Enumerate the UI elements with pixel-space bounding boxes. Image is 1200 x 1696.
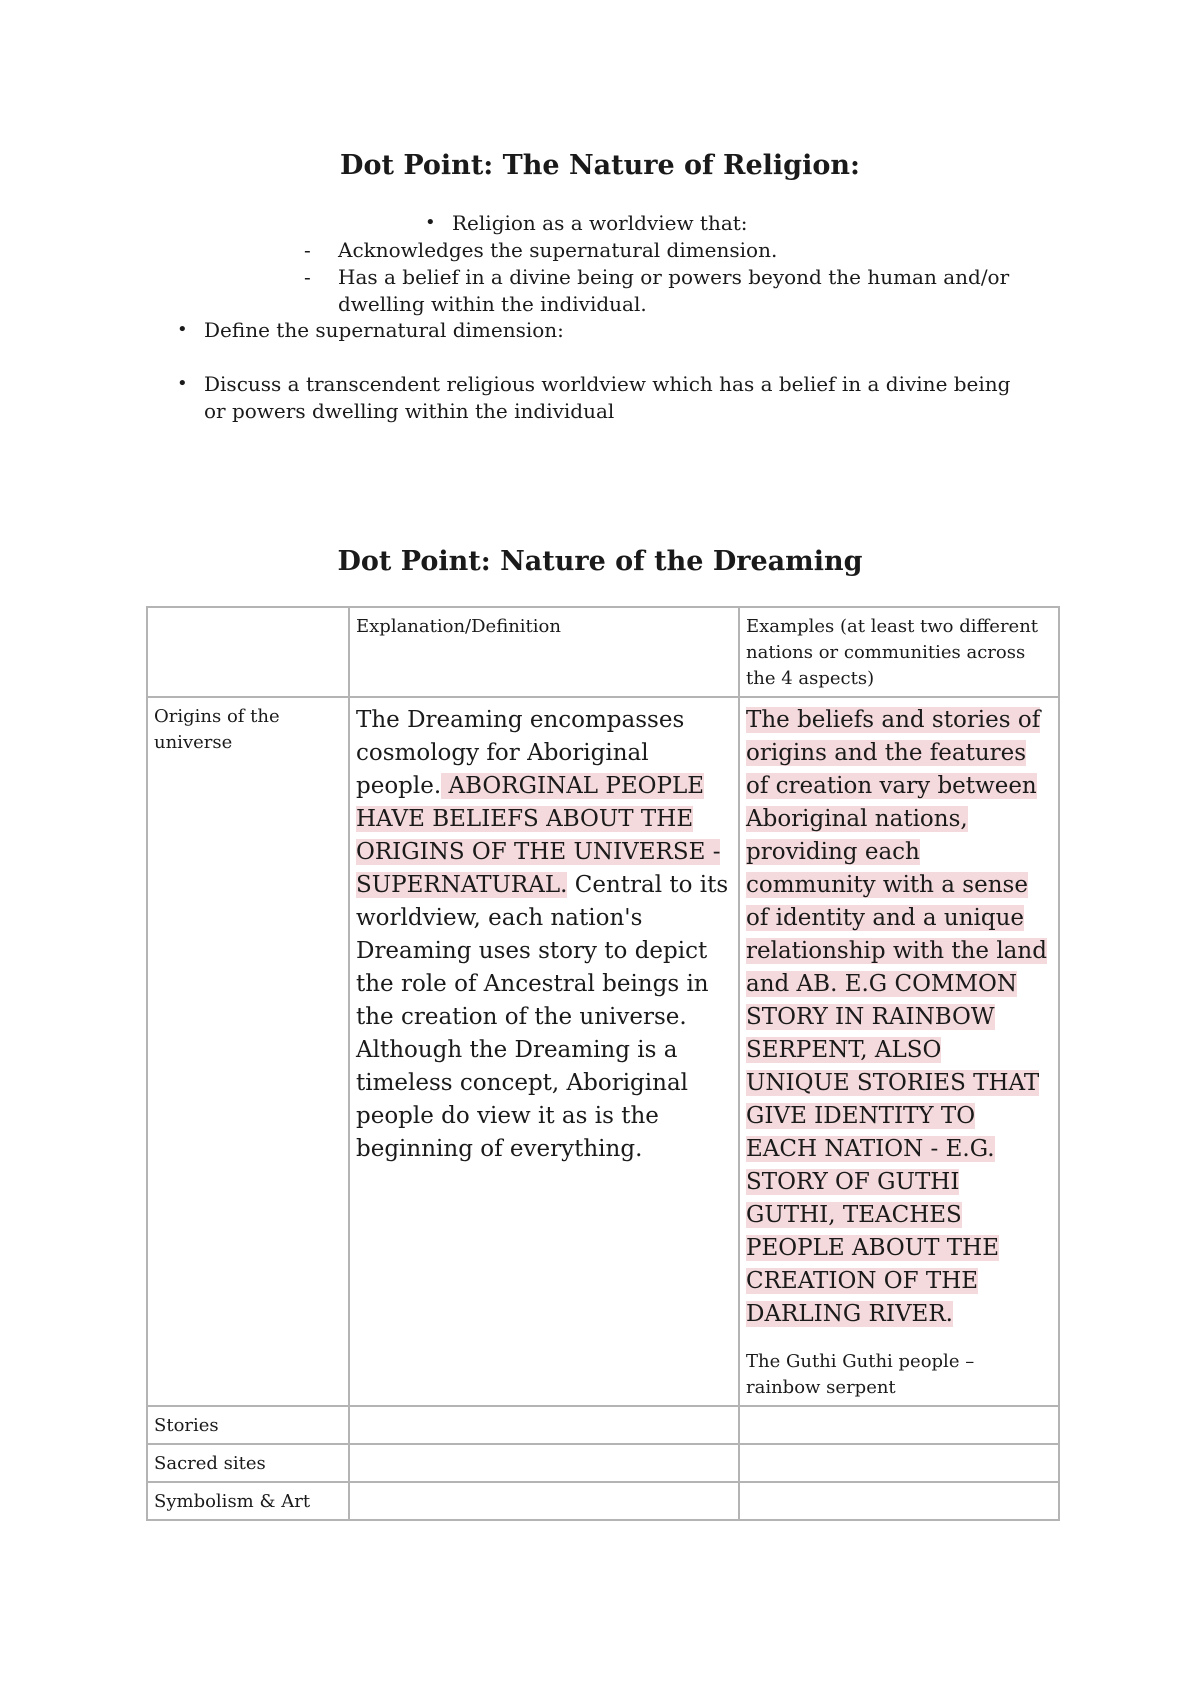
table-row-origins — [147, 697, 1059, 1406]
cell-stories-explanation — [349, 1406, 739, 1444]
explanation-text: The Dreaming encompasses cosmology for Aboriginal people. — [356, 707, 685, 799]
cell-sacred-sites-examples — [739, 1444, 1059, 1482]
table-header-row — [147, 607, 1059, 697]
explanation-text-continued: Central to its worldview, each nation's Dreaming uses story to depict the role of Ancestral beings in the creation of the universe. Although the Dreaming is a timeless concept, Aboriginal people do view it as is the beginning of everything. — [356, 872, 729, 1162]
row-label-origins: Origins of the universe — [147, 697, 349, 1406]
bullet-marker: • — [425, 212, 436, 233]
dash-item-divine-being: Has a belief in a divine being or powers beyond the human and/or — [338, 265, 1010, 289]
examples-note: The Guthi Guthi people – rainbow serpent — [746, 1351, 975, 1398]
bullet-marker: • — [177, 319, 188, 340]
header-cell-examples: Examples (at least two different nations or communities across the 4 aspects) — [739, 607, 1059, 697]
explanation-highlighted-text: ABORGINAL PEOPLE HAVE BELIEFS ABOUT THE ORIGINS OF THE UNIVERSE - SUPERNATURAL. — [356, 773, 721, 898]
dash-marker: - — [304, 265, 311, 289]
page-title-religion: Dot Point: The Nature of Religion: — [340, 150, 860, 181]
row-label-sacred-sites: Sacred sites — [147, 1444, 349, 1482]
table-row-stories — [147, 1406, 1059, 1444]
cell-origins-explanation — [349, 697, 739, 1406]
bullet-discuss-worldview-cont: or powers dwelling within the individual — [204, 399, 615, 423]
dash-marker: - — [304, 238, 311, 262]
dreaming-table — [146, 606, 1060, 1521]
bullet-discuss-worldview: Discuss a transcendent religious worldview which has a belief in a divine being — [204, 372, 1011, 396]
page-title-dreaming: Dot Point: Nature of the Dreaming — [337, 546, 863, 577]
cell-stories-examples — [739, 1406, 1059, 1444]
row-label-symbolism-art: Symbolism & Art — [147, 1482, 349, 1520]
row-label-stories: Stories — [147, 1406, 349, 1444]
worldview-bullet: Religion as a worldview that: — [452, 211, 748, 235]
bullet-define-supernatural: Define the supernatural dimension: — [204, 318, 564, 342]
table-row-symbolism-art — [147, 1482, 1059, 1520]
cell-symbolism-art-examples — [739, 1482, 1059, 1520]
dash-item-supernatural: Acknowledges the supernatural dimension. — [338, 238, 778, 262]
bullet-marker: • — [177, 373, 188, 394]
cell-symbolism-art-explanation — [349, 1482, 739, 1520]
cell-sacred-sites-explanation — [349, 1444, 739, 1482]
cell-origins-examples — [739, 697, 1059, 1406]
table-row-sacred-sites — [147, 1444, 1059, 1482]
header-cell-explanation: Explanation/Definition — [349, 607, 739, 697]
header-cell-empty — [147, 607, 349, 697]
dash-item-divine-being-cont: dwelling within the individual. — [338, 292, 647, 316]
examples-highlighted-text: The beliefs and stories of origins and the features of creation vary between Aboriginal nations, providing each community with a sense of identity and a unique relationship with the land and AB. E.G COMMON STORY IN RAINBOW SERPENT, ALSO UNIQUE STORIES THAT GIVE IDENTITY TO EACH NATION - E.G. STORY OF GUTHI GUTHI, TEACHES PEOPLE ABOUT THE CREATION OF THE DARLING RIVER. — [746, 707, 1047, 1327]
